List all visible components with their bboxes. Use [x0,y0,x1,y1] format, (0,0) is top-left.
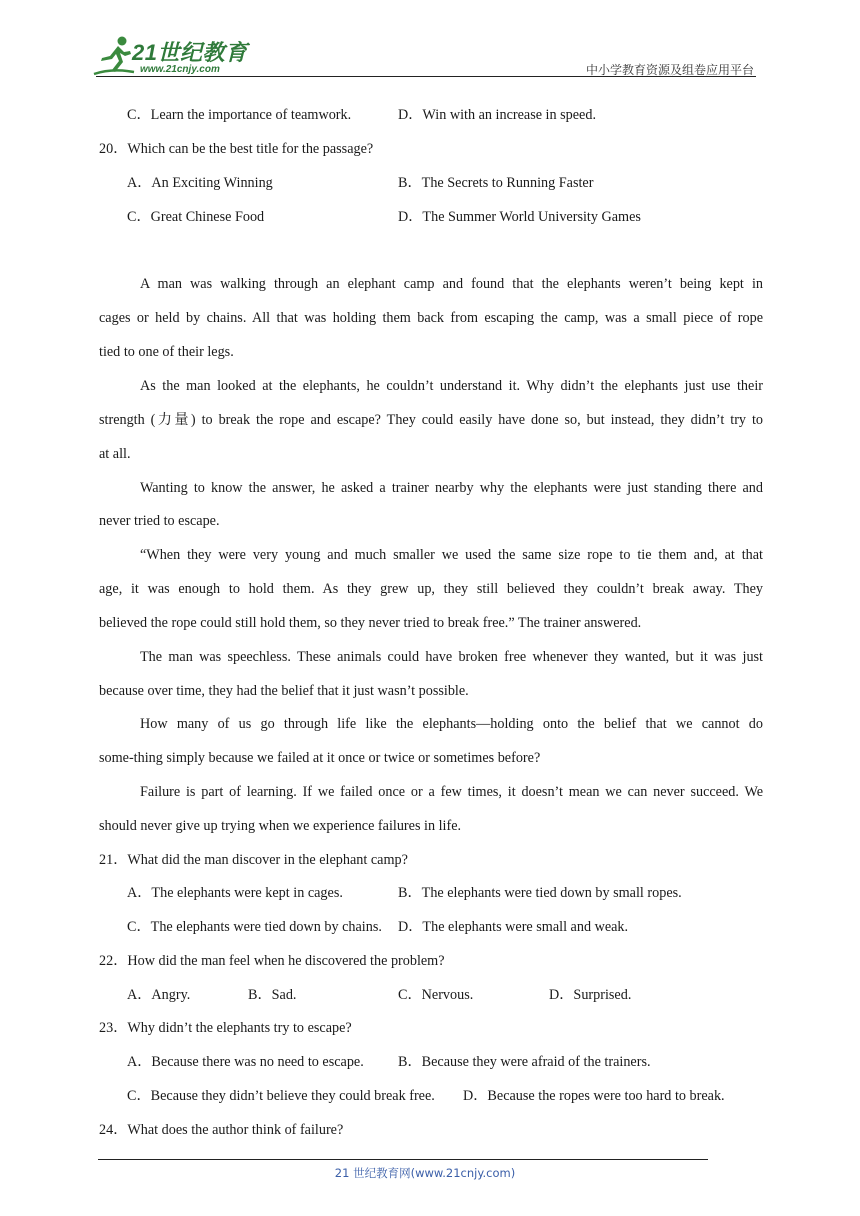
q24-question: 24．What does the author think of failure? [99,1122,344,1138]
passage-line: age, it was enough to hold them. As they grew up, they still believed they couldn’t break away. They [99,581,763,597]
q22-option-d: D．Surprised. [549,987,632,1003]
passage-line: “When they were very young and much smaller we used the same size rope to tie them and, at that [140,547,763,563]
passage-line: Failure is part of learning. If we failed once or a few times, it doesn’t mean we can never succeed. We [140,784,763,800]
passage-line: As the man looked at the elephants, he couldn’t understand it. Why didn’t the elephants just use their [140,378,763,394]
q19-option-c: C．Learn the importance of teamwork. [127,107,352,123]
passage-line: strength (力量) to break the rope and escape? They could easily have done so, but instead, they didn’t try to [99,412,763,428]
passage-line: tied to one of their legs. [99,344,234,360]
footer-text: 21 世纪教育网(www.21cnjy.com) [334,1166,516,1180]
q22-option-c: C．Nervous. [398,987,474,1003]
q23-question: 23．Why didn’t the elephants try to escape? [99,1020,352,1036]
q21-option-a: A．The elephants were kept in cages. [127,885,343,901]
q23-option-b: B．Because they were afraid of the trainers. [398,1054,651,1070]
passage-line: A man was walking through an elephant camp and found that the elephants weren’t being kept in [140,276,763,292]
passage-line: How many of us go through life like the elephants—holding onto the belief that we cannot do [140,716,763,732]
q23-option-c: C．Because they didn’t believe they could break free. [127,1088,435,1104]
passage-line: cages or held by chains. All that was holding them back from escaping the camp, was a small piece of rope [99,310,763,326]
q23-option-d: D．Because the ropes were too hard to break. [463,1088,725,1104]
page-footer [0,1165,860,1181]
passage-line: believed the rope could still hold them, so they never tried to break free.” The trainer answered. [99,615,642,631]
q20-option-d: D．The Summer World University Games [398,209,641,225]
q21-option-d: D．The elephants were small and weak. [398,919,629,935]
page-header [0,0,860,80]
q20-option-a: A．An Exciting Winning [127,175,273,191]
passage-line: because over time, they had the belief that it just wasn’t possible. [99,683,469,699]
q21-option-b: B．The elephants were tied down by small ropes. [398,885,682,901]
passage-line: Wanting to know the answer, he asked a trainer nearby why the elephants were just standing there and [140,480,763,496]
q23-option-a: A．Because there was no need to escape. [127,1054,364,1070]
q19-option-d: D．Win with an increase in speed. [398,107,596,123]
q20-option-c: C．Great Chinese Food [127,209,265,225]
logo-text: 21世纪教育 [132,40,248,65]
header-platform-title: 中小学教育资源及组卷应用平台 [585,63,754,77]
passage-line: at all. [99,446,131,462]
q22-option-b: B．Sad. [248,987,297,1003]
runner-logo-icon [92,34,136,78]
passage-line: some-thing simply because we failed at it once or twice or sometimes before? [99,750,541,766]
q21-question: 21．What did the man discover in the elephant camp? [99,852,408,868]
footer-divider [98,1159,708,1160]
q21-option-c: C．The elephants were tied down by chains. [127,919,382,935]
site-logo [92,34,262,78]
passage-line: The man was speechless. These animals could have broken free whenever they wanted, but it was just [140,649,763,665]
passage-line: never tried to escape. [99,513,220,529]
logo-url: www.21cnjy.com [140,64,220,75]
q22-question: 22．How did the man feel when he discovered the problem? [99,953,445,969]
q20-question: 20．Which can be the best title for the passage? [99,141,374,157]
q22-option-a: A．Angry. [127,987,191,1003]
header-divider [96,76,756,77]
q20-option-b: B．The Secrets to Running Faster [398,175,594,191]
passage-line: should never give up trying when we experience failures in life. [99,818,462,834]
